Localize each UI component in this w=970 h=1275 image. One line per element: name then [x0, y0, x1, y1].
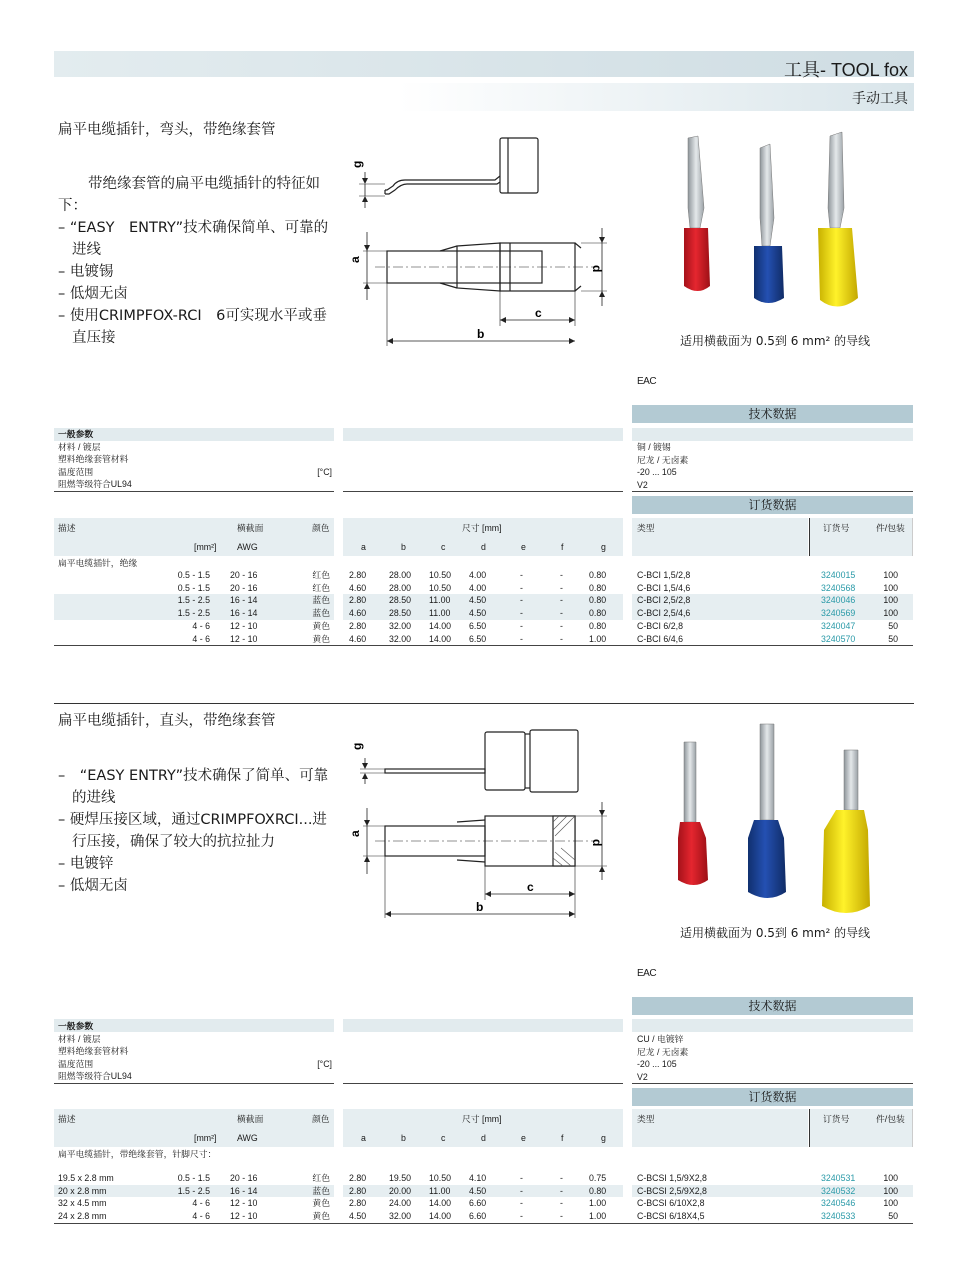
order-number-link[interactable]: 3240533 — [821, 1211, 856, 1222]
cell-mm2: 4 - 6 — [192, 620, 210, 631]
dim-col-header: a — [361, 542, 366, 552]
feature-item: – 电镀锡 — [58, 264, 114, 280]
cell-mm2: 1.5 - 2.5 — [177, 1185, 210, 1196]
col-order-header: 订货号 — [823, 1114, 850, 1124]
col-mm2-header: [mm²] — [194, 542, 217, 552]
col-cross-header: 横截面 — [237, 1114, 264, 1124]
cell-dim: 11.00 — [429, 608, 451, 619]
cell-color: 红色 — [312, 582, 330, 593]
cell-dim: 6.60 — [469, 1211, 487, 1222]
dim-label-b: b — [476, 900, 484, 914]
order-number-link[interactable]: 3240570 — [821, 633, 856, 644]
cell-awg: 12 - 10 — [230, 620, 258, 631]
cell-dim: 19.50 — [389, 1173, 412, 1183]
col-pack-header: 件/包装 — [876, 1114, 905, 1124]
feature-intro: 带绝缘套管的扁平电缆插针的特征如下： — [58, 176, 320, 214]
general-params-title: 一般参数 — [58, 429, 94, 439]
cell-mm2: 1.5 - 2.5 — [177, 595, 210, 606]
header-subband — [54, 83, 914, 111]
feature-item: – 硬焊压接区域，通过CRIMPFOXRCI...进行压接，确保了较大的抗拉扯力 — [58, 812, 327, 850]
cell-dim: 32.00 — [389, 1211, 412, 1222]
cell-awg: 12 - 10 — [230, 1198, 258, 1209]
cell-pack: 100 — [883, 1185, 898, 1196]
cell-dim: - — [560, 608, 563, 619]
divider — [343, 491, 623, 492]
cell-dim: 28.50 — [389, 608, 412, 619]
cell-dim: - — [520, 633, 523, 644]
cell-dim: 11.00 — [429, 1185, 451, 1196]
cell-awg: 16 - 14 — [230, 608, 258, 619]
cell-dim: - — [520, 582, 523, 593]
section2-general-params — [58, 1020, 332, 1083]
table-bottom-rule — [54, 645, 913, 646]
cell-type: C-BCI 2,5/2,8 — [637, 595, 691, 606]
cell-dim: 14.00 — [429, 1198, 452, 1209]
section1-title: 扁平电缆插针，弯头，带绝缘套管 — [58, 122, 276, 138]
section1-param-values — [637, 441, 688, 491]
cell-awg: 16 - 14 — [230, 1185, 258, 1196]
dim-col-header: g — [601, 542, 606, 552]
cell-pack: 100 — [883, 582, 898, 593]
order-number-link[interactable]: 3240531 — [821, 1173, 856, 1183]
cell-dim: 2.80 — [349, 1198, 367, 1209]
cell-dim: - — [520, 620, 523, 631]
cell-size: 19.5 x 2.8 mm — [58, 1173, 114, 1183]
order-number-link[interactable]: 3240015 — [821, 570, 856, 580]
col-desc-header: 描述 — [58, 523, 76, 533]
cell-pack: 100 — [883, 1173, 898, 1183]
feature-item: – 低烟无卤 — [58, 286, 128, 302]
cell-type: C-BCSI 2,5/9X2,8 — [637, 1185, 707, 1196]
cell-dim: - — [520, 1211, 523, 1222]
cell-color: 蓝色 — [312, 1185, 330, 1196]
cell-dim: 4.50 — [469, 608, 487, 619]
section-divider — [54, 703, 914, 704]
param-label: 塑料绝缘套管材料 — [58, 454, 129, 464]
cell-mm2: 4 - 6 — [192, 1198, 210, 1209]
param-label: 阻燃等级符合UL94 — [58, 1071, 132, 1081]
cell-mm2: 0.5 - 1.5 — [177, 570, 210, 580]
param-value: 尼龙 / 无卤素 — [637, 1046, 689, 1057]
param-label: 温度范围 — [58, 1058, 94, 1069]
cell-dim: 14.00 — [429, 1211, 452, 1222]
section1-tech-data-header: 技术数据 — [632, 405, 913, 423]
dim-col-header: c — [441, 1133, 446, 1143]
col-order-header: 订货号 — [823, 523, 850, 533]
cell-awg: 20 - 16 — [230, 570, 258, 580]
cell-dim: 0.75 — [589, 1173, 607, 1183]
cell-dim: 4.60 — [349, 582, 367, 593]
cell-awg: 20 - 16 — [230, 582, 258, 593]
col-dims-header: 尺寸 [mm] — [462, 523, 502, 533]
cell-dim: 6.50 — [469, 620, 487, 631]
cell-pack: 50 — [888, 1211, 898, 1222]
col-desc-header: 描述 — [58, 1114, 76, 1124]
dim-col-header: f — [561, 1133, 564, 1143]
cell-size: 20 x 2.8 mm — [58, 1185, 107, 1196]
param-label: 阻燃等级符合UL94 — [58, 479, 132, 489]
cell-type: C-BCI 6/4,6 — [637, 633, 683, 644]
cell-dim: 10.50 — [429, 582, 452, 593]
section2-tech-data-header: 技术数据 — [632, 997, 913, 1015]
section2-order-table — [54, 1109, 914, 1229]
dim-label-g: g — [350, 160, 364, 168]
cell-dim: 32.00 — [389, 633, 412, 644]
order-number-link[interactable]: 3240546 — [821, 1198, 856, 1209]
cell-dim: 10.50 — [429, 1173, 452, 1183]
cell-size: 24 x 2.8 mm — [58, 1211, 107, 1222]
divider — [632, 491, 913, 492]
cell-dim: 2.80 — [349, 1185, 367, 1196]
cell-dim: 0.80 — [589, 595, 607, 606]
divider — [54, 491, 334, 492]
param-value: V2 — [637, 1071, 648, 1082]
section1-dimension-drawing — [345, 128, 615, 350]
dim-label-c: c — [527, 880, 534, 894]
param-value: 铜 / 镀锡 — [637, 442, 671, 452]
cell-dim: 0.80 — [589, 608, 607, 619]
cell-dim: 4.60 — [349, 633, 367, 644]
cell-color: 黄色 — [312, 1198, 330, 1209]
table-row — [54, 594, 914, 607]
group-label: 扁平电缆插针，带绝缘套管，针脚尺寸： — [58, 1149, 217, 1159]
cell-dim: 11.00 — [429, 595, 451, 606]
catalog-title: 工具- TOOL fox — [783, 60, 908, 80]
dim-col-header: g — [601, 1133, 606, 1143]
cell-dim: - — [560, 582, 563, 593]
cell-pack: 50 — [888, 633, 898, 644]
dim-col-header: d — [481, 1133, 486, 1143]
cell-dim: - — [520, 595, 523, 606]
param-unit: [°C] — [317, 1058, 332, 1069]
gray-bar — [632, 1019, 913, 1032]
general-params-title: 一般参数 — [58, 1021, 94, 1031]
cell-pack: 50 — [888, 620, 898, 631]
table-row — [54, 1210, 914, 1223]
param-label: 温度范围 — [58, 466, 94, 477]
cell-type: C-BCI 2,5/4,6 — [637, 608, 691, 619]
dim-col-header: a — [361, 1133, 366, 1143]
cell-pack: 100 — [883, 570, 898, 580]
cell-dim: - — [520, 1185, 523, 1196]
cell-dim: 1.00 — [589, 633, 607, 644]
cell-mm2: 4 - 6 — [192, 1211, 210, 1222]
cell-mm2: 0.5 - 1.5 — [177, 582, 210, 593]
cell-color: 蓝色 — [312, 608, 330, 619]
order-number-link[interactable]: 3240532 — [821, 1185, 856, 1196]
cell-dim: - — [560, 570, 563, 580]
table-row — [54, 607, 914, 620]
cell-color: 红色 — [312, 570, 330, 580]
section2-order-data-header: 订货数据 — [632, 1088, 913, 1106]
param-label: 塑料绝缘套管材料 — [58, 1046, 129, 1056]
section2-title: 扁平电缆插针，直头，带绝缘套管 — [58, 713, 276, 729]
feature-item: – 使用CRIMPFOX-RCI 6可实现水平或垂直压接 — [58, 308, 327, 346]
cell-dim: 28.50 — [389, 595, 412, 606]
col-dims-header: 尺寸 [mm] — [462, 1114, 502, 1124]
cell-dim: 14.00 — [429, 633, 452, 644]
gray-bar — [343, 428, 623, 441]
col-type-header: 类型 — [637, 523, 655, 533]
cell-dim: - — [560, 1185, 563, 1196]
gray-bar — [632, 428, 913, 441]
cell-dim: 2.80 — [349, 1173, 367, 1183]
cell-dim: - — [520, 570, 523, 580]
cell-dim: 1.00 — [589, 1198, 607, 1209]
col-color-header: 颜色 — [312, 523, 330, 533]
cell-dim: 4.50 — [349, 1211, 367, 1222]
cell-awg: 16 - 14 — [230, 595, 258, 606]
section1-caption: 适用横截面为 0.5到 6 mm² 的导线 — [680, 334, 871, 348]
cell-dim: 28.00 — [389, 570, 412, 580]
col-color-header: 颜色 — [312, 1114, 330, 1124]
cell-dim: 0.80 — [589, 620, 607, 631]
table-row — [54, 1185, 914, 1198]
dim-label-c: c — [535, 306, 542, 320]
cell-type: C-BCI 6/2,8 — [637, 620, 683, 631]
table-row — [54, 620, 914, 633]
param-unit: [°C] — [317, 466, 332, 477]
dim-label-d: d — [590, 839, 604, 847]
catalog-subtitle: 手动工具 — [852, 91, 908, 107]
order-number-link[interactable]: 3240046 — [821, 595, 856, 606]
col-mm2-header: [mm²] — [194, 1133, 217, 1143]
cell-awg: 12 - 10 — [230, 633, 258, 644]
cell-dim: - — [560, 620, 563, 631]
cell-dim: 0.80 — [589, 570, 607, 580]
section2-features — [58, 765, 338, 897]
cell-dim: - — [560, 1173, 563, 1183]
table-row — [54, 1197, 914, 1210]
cell-awg: 20 - 16 — [230, 1173, 258, 1183]
cell-dim: 2.80 — [349, 570, 367, 580]
dim-col-header: f — [561, 542, 564, 552]
cell-color: 黄色 — [312, 633, 330, 644]
cell-pack: 100 — [883, 608, 898, 619]
table-row — [54, 1172, 914, 1185]
section1-product-photo — [660, 128, 900, 318]
cell-mm2: 4 - 6 — [192, 633, 210, 644]
cell-mm2: 1.5 - 2.5 — [177, 608, 210, 619]
param-value: -20 ... 105 — [637, 1059, 677, 1069]
cell-dim: 6.50 — [469, 633, 487, 644]
cell-dim: 4.10 — [469, 1173, 487, 1183]
dim-col-header: b — [401, 542, 406, 552]
cell-dim: - — [560, 633, 563, 644]
divider — [632, 1083, 913, 1084]
cell-dim: 2.80 — [349, 595, 367, 606]
table-bottom-rule — [54, 1223, 913, 1224]
cell-type: C-BCSI 1,5/9X2,8 — [637, 1173, 707, 1183]
cell-size: 32 x 4.5 mm — [58, 1198, 107, 1209]
section2-param-values — [637, 1033, 688, 1083]
dim-col-header: d — [481, 542, 486, 552]
feature-item: – “EASY ENTRY”技术确保简单、可靠的进线 — [58, 220, 329, 258]
cell-awg: 12 - 10 — [230, 1211, 258, 1222]
cell-color: 黄色 — [312, 620, 330, 631]
cell-type: C-BCI 1,5/4,6 — [637, 582, 691, 593]
divider — [54, 1083, 334, 1084]
cell-dim: 20.00 — [389, 1185, 412, 1196]
dim-label-a: a — [348, 830, 362, 837]
dim-label-d: d — [590, 265, 604, 273]
cell-color: 红色 — [312, 1173, 330, 1183]
cell-dim: 24.00 — [389, 1198, 412, 1209]
cell-color: 黄色 — [312, 1211, 330, 1222]
cell-dim: - — [520, 1173, 523, 1183]
gray-bar — [343, 1019, 623, 1032]
cell-dim: 4.50 — [469, 1185, 487, 1196]
cell-dim: - — [560, 1211, 563, 1222]
param-value: V2 — [637, 479, 648, 490]
cell-dim: - — [560, 595, 563, 606]
table-row — [54, 582, 914, 595]
col-awg-header: AWG — [237, 1133, 258, 1143]
cell-type: C-BCSI 6/18X4,5 — [637, 1211, 705, 1222]
group-label: 扁平电缆插针，绝缘 — [58, 558, 138, 568]
param-value: CU / 电镀锌 — [637, 1034, 684, 1044]
cell-dim: 28.00 — [389, 582, 412, 593]
feature-item: – 电镀锌 — [58, 856, 114, 872]
eac-cert-mark: EAC — [637, 376, 657, 387]
col-type-header: 类型 — [637, 1114, 655, 1124]
cell-mm2: 0.5 - 1.5 — [177, 1173, 210, 1183]
cell-dim: 4.60 — [349, 608, 367, 619]
cell-dim: 0.80 — [589, 1185, 607, 1196]
section2-product-photo — [660, 720, 900, 920]
cell-dim: - — [520, 608, 523, 619]
cell-dim: 0.80 — [589, 582, 607, 593]
dim-label-a: a — [348, 256, 362, 263]
section1-general-params — [58, 428, 332, 491]
param-label: 材料 / 镀层 — [58, 441, 101, 452]
section2-caption: 适用横截面为 0.5到 6 mm² 的导线 — [680, 926, 871, 940]
cell-dim: 14.00 — [429, 620, 452, 631]
cell-dim: - — [560, 1198, 563, 1209]
dim-col-header: e — [521, 542, 526, 552]
cell-pack: 100 — [883, 595, 898, 606]
param-label: 材料 / 镀层 — [58, 1033, 101, 1044]
cell-dim: 10.50 — [429, 570, 452, 580]
table-row — [54, 633, 914, 646]
param-value: 尼龙 / 无卤素 — [637, 454, 689, 465]
order-number-link[interactable]: 3240047 — [821, 620, 856, 631]
section1-features — [58, 173, 338, 349]
cell-dim: - — [520, 1198, 523, 1209]
cell-dim: 4.50 — [469, 595, 487, 606]
section1-order-table — [54, 518, 914, 648]
dim-col-header: c — [441, 542, 446, 552]
cell-dim: 4.00 — [469, 570, 487, 580]
cell-dim: 32.00 — [389, 620, 412, 631]
cell-color: 蓝色 — [312, 595, 330, 606]
dim-label-g: g — [350, 742, 364, 750]
feature-item: – 低烟无卤 — [58, 878, 128, 894]
order-number-link[interactable]: 3240568 — [821, 582, 856, 593]
order-number-link[interactable]: 3240569 — [821, 608, 856, 619]
dim-col-header: e — [521, 1133, 526, 1143]
section2-dimension-drawing — [345, 722, 615, 922]
dim-col-header: b — [401, 1133, 406, 1143]
eac-cert-mark: EAC — [637, 968, 657, 979]
table-row — [54, 569, 914, 582]
cell-type: C-BCSI 6/10X2,8 — [637, 1198, 705, 1209]
cell-pack: 100 — [883, 1198, 898, 1209]
section1-order-data-header: 订货数据 — [632, 496, 913, 514]
col-pack-header: 件/包装 — [876, 523, 905, 533]
col-cross-header: 横截面 — [237, 523, 264, 533]
cell-dim: 2.80 — [349, 620, 367, 631]
cell-dim: 4.00 — [469, 582, 487, 593]
cell-dim: 1.00 — [589, 1211, 607, 1222]
divider — [343, 1083, 623, 1084]
col-awg-header: AWG — [237, 542, 258, 552]
cell-type: C-BCI 1,5/2,8 — [637, 570, 691, 580]
dim-label-b: b — [477, 327, 485, 341]
param-value: -20 ... 105 — [637, 467, 677, 477]
feature-item: – “EASY ENTRY”技术确保了简单、可靠的进线 — [58, 768, 329, 806]
cell-dim: 6.60 — [469, 1198, 487, 1209]
